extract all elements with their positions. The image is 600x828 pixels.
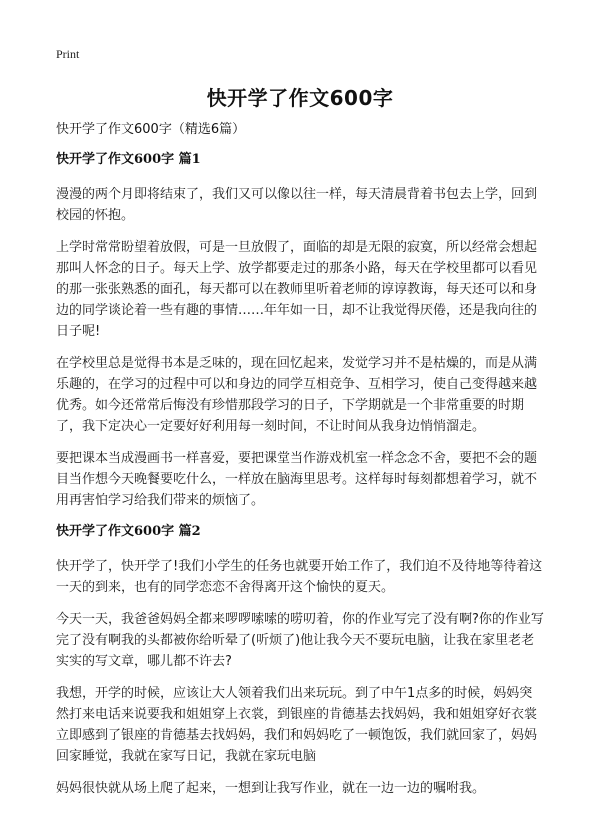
article-body — [56, 120, 544, 810]
paragraph: 快开学了，快开学了!我们小学生的任务也就要开始工作了，我们迫不及待地等待着这一天的到来，也有的同学恋恋不舍得离开这个愉快的夏天。 — [56, 559, 543, 595]
section-heading: 快开学了作文600字 篇2 — [56, 524, 201, 539]
article-subtitle: 快开学了作文600字（精选6篇） — [56, 122, 246, 137]
paragraph: 我想，开学的时候，应该让大人领着我们出来玩玩。到了中午1点多的时候，妈妈突然打来电话来说要我和姐姐穿上衣裳，到银座的肯德基去找妈妈，我和姐姐穿好衣裳立即感到了银座的肯德基去找妈妈，我们和妈妈吃了一顿饱饭，我们就回家了，妈妈回家睡觉，我就在家写日记，我就在家玩电脑 — [56, 686, 538, 764]
section-1 — [56, 150, 544, 511]
paragraph: 上学时常常盼望着放假，可是一旦放假了，面临的却是无限的寂寞，所以经常会想起那叫人怀念的日子。每天上学、放学都要走过的那条小路，每天在学校里都可以看见的那一张张熟悉的面孔，每天都可以在教师里听着老师的谆谆教诲，每天还可以和身边的同学谈论着一些有趣的事情……年年如一日，却不让我觉得厌倦，还是我向往的日子呢! — [56, 240, 538, 339]
paragraph: 妈妈很快就从场上爬了起来，一想到让我写作业，就在一边一边的嘱咐我。 — [56, 781, 486, 796]
section-2 — [56, 522, 544, 799]
page-title: 快开学了作文600字 — [206, 86, 394, 110]
section-heading: 快开学了作文600字 篇1 — [56, 152, 201, 167]
paragraph: 漫漫的两个月即将结束了，我们又可以像以往一样，每天清晨背着书包去上学，回到校园的怀抱。 — [56, 187, 538, 223]
paragraph: 在学校里总是觉得书本是乏味的，现在回忆起来，发觉学习并不是枯燥的，而是从满乐趣的，在学习的过程中可以和身边的同学互相竞争、互相学习，使自己变得越来越优秀。如今还常常后悔没有珍惜那段学习的日子，下学期就是一个非常重要的时期了，我下定决心一定要好好利用每一刻时间，不让时间从我身边悄悄溜走。 — [56, 356, 538, 434]
paragraph: 要把课本当成漫画书一样喜爱，要把课堂当作游戏机室一样念念不舍，要把不会的题目当作想今天晚餐要吃什么，一样放在脑海里思考。这样每时每刻都想着学习，就不用再害怕学习给我们带来的烦恼了。 — [56, 451, 538, 508]
print-link[interactable]: Print — [56, 47, 80, 61]
paragraph: 今天一天，我爸爸妈妈全都来啰啰嗦嗦的唠叨着，你的作业写完了没有啊?你的作业写完了没有啊我的头都被你给听晕了(听烦了)他让我今天不要玩电脑，让我在家里老老实实的写文章，哪儿都不许去? — [56, 612, 544, 669]
